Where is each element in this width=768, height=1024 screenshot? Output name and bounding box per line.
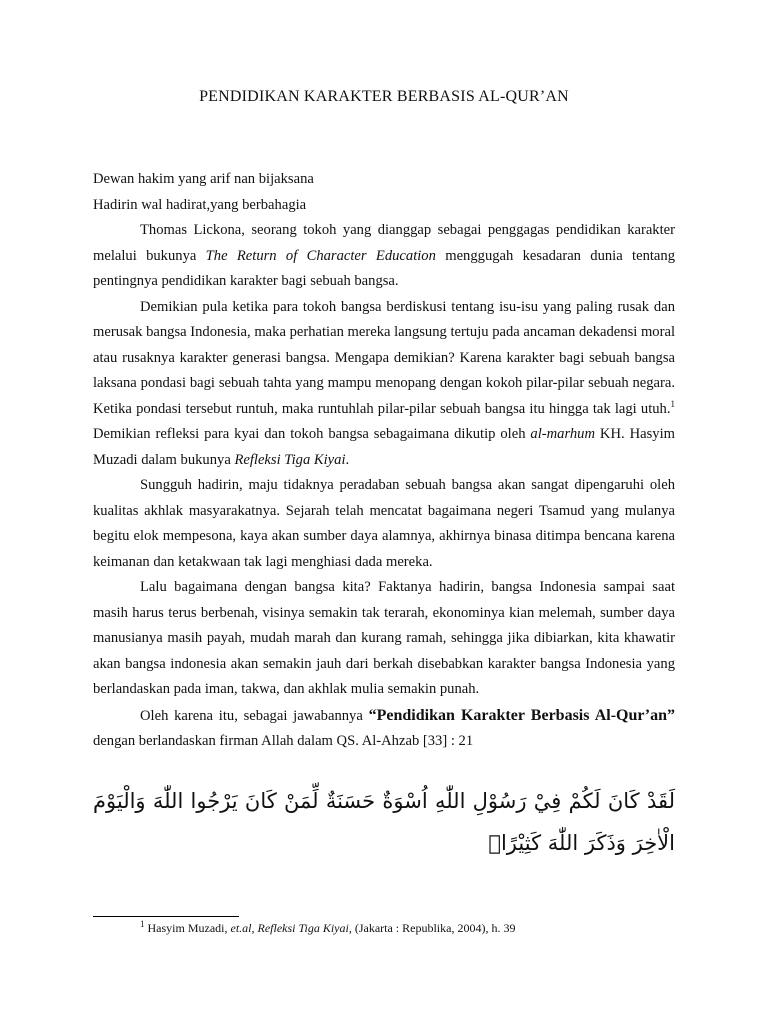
paragraph-2 [93,295,675,474]
page-title: PENDIDIKAN KARAKTER BERBASIS AL-QUR’AN [199,88,569,105]
greeting-line-2: Hadirin wal hadirat,yang berbahagia [93,196,307,213]
paragraph-1-text-a: Thomas Lickona, seorang tokoh yang dianggap sebagai penggagas pendidikan karakter melalui bukunya [93,222,675,264]
footnote-ref[interactable]: 1 [670,398,675,409]
refleksi-title-italic: Refleksi Tiga Kiyai [234,451,346,468]
paragraph-4: Lalu bagaimana dengan bangsa kita? Faktanya hadirin, bangsa Indonesia sampai saat masih harus terus berbenah, visinya semakin tak terarah, ekonominya kian melemah, sumber daya manusianya masih payah, mudah marah dan kurang ramah, sehingga jika dibiarkan, kita khawatir akan bangsa indonesia akan semakin jauh dari berkah disebabkan karakter bangsa Indonesia yang berlandaskan pada iman, takwa, dan akhlak mulia semakin punah. [93,579,675,697]
paragraph-1-text-b: menggugah kesadaran dunia tentang pentingnya pendidikan karakter bagi sebuah bangsa. [93,247,675,289]
book-title-italic: The Return of Character Education [205,247,436,264]
paragraph-2-text-d: . [345,451,350,468]
footnote-italic: et.al, Refleksi Tiga Kiyai, [230,921,352,935]
theme-title-bold: “Pendidikan Karakter Berbasis Al-Qur’an” [368,706,675,724]
paragraph-2-text-a: Demikian pula ketika para tokoh bangsa berdiskusi tentang isu-isu yang paling rusak dan merusak bangsa Indonesia, maka perhatian mereka langsung tertuju pada ancaman dekadensi moral atau rusaknya karakter generasi bangsa. Mengapa demikian? Karena karakter bagi sebuah bangsa laksana pondasi bagi sebuah tahta yang mampu menopang dengan kokoh pilar-pilar sebuah negara. Ketika pondasi tersebut runtuh, maka runtuhlah pilar-pilar sebuah bangsa itu hingga tak lagi utuh. [93,298,675,417]
paragraph-1 [93,218,675,295]
al-marhum-italic: al-marhum [530,426,596,442]
paragraph-5 [93,703,675,755]
document-body [93,167,675,755]
paragraph-2-text-b: Demikian refleksi para kyai dan tokoh bangsa sebagaimana dikutip oleh [93,426,531,442]
footnote [93,921,675,936]
footnote-text-a: Hasyim Muzadi, [144,921,231,935]
greeting-line-1: Dewan hakim yang arif nan bijaksana [93,171,314,187]
paragraph-2-text-c: KH. Hasyim Muzadi dalam bukunya [93,426,675,468]
footnote-separator [93,916,239,917]
paragraph-5-text-a: Oleh karena itu, sebagai jawabannya [140,707,369,724]
quran-verse: لَقَدْ كَانَ لَكُمْ فِيْ رَسُوْلِ اللّٰهِ اُسْوَةٌ حَسَنَةٌ لِّمَنْ كَانَ يَرْجُوا اللّٰهَ وَالْيَوْمَ الْاٰخِرَ وَذَكَرَ اللّٰهَ كَثِيْرًاۗ [93,789,675,855]
footnote-number: 1 [140,919,145,929]
paragraph-3: Sungguh hadirin, maju tidaknya peradaban sebuah bangsa akan sangat dipengaruhi oleh kualitas akhlak masyarakatnya. Sejarah telah mencatat bagaimana negeri Tsamud yang mulanya begitu elok mempesona, kaya akan sumber daya alamnya, akhirnya binasa ditimpa bencana karena keimanan dan ketakwaan tak lagi menghiasi dada mereka. [93,477,675,570]
footnote-text-b: (Jakarta : Republika, 2004), h. 39 [351,921,516,935]
paragraph-5-text-b: dengan berlandaskan firman Allah dalam QS. Al-Ahzab [33] : 21 [93,733,474,749]
